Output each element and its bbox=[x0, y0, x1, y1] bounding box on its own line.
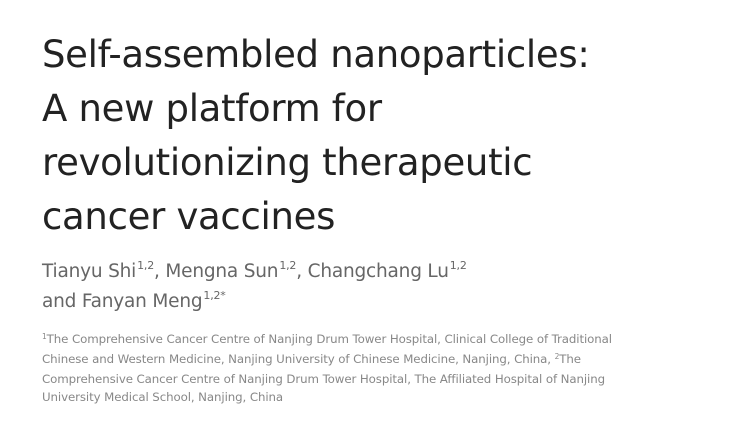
affiliation-line-3: Comprehensive Cancer Centre of Nanjing Drum Tower Hospital, The Affiliated Hospital of Nanjing bbox=[42, 372, 606, 386]
author-line-2 bbox=[42, 288, 722, 318]
affiliation-line-2 bbox=[42, 350, 732, 370]
affiliation-text: The Comprehensive Cancer Centre of Nanjing Drum Tower Hospital, Clinical College of Traditional bbox=[46, 332, 612, 346]
title-line-4: cancer vaccines bbox=[42, 195, 336, 238]
author-affiliation-marker: 1,2 bbox=[449, 259, 467, 272]
author-name[interactable]: , Mengna Sun bbox=[154, 261, 279, 282]
title-line-1: Self-assembled nanoparticles: bbox=[42, 33, 590, 76]
author-affiliation-marker: 1,2 bbox=[137, 259, 155, 272]
author-list bbox=[42, 258, 722, 318]
affiliation-marker: 2 bbox=[554, 352, 560, 361]
affiliation-line-4: University Medical School, Nanjing, China bbox=[42, 390, 284, 404]
title-line-3: revolutionizing therapeutic bbox=[42, 141, 533, 184]
author-name[interactable]: and Fanyan Meng bbox=[42, 291, 203, 312]
author-line-1 bbox=[42, 258, 722, 288]
title-line-2: A new platform for bbox=[42, 87, 382, 130]
affiliation-line-1 bbox=[42, 330, 732, 350]
affiliation-text: Chinese and Western Medicine, Nanjing University of Chinese Medicine, Nanjing, China, bbox=[42, 352, 555, 366]
article-title bbox=[42, 28, 722, 244]
affiliation-text: The bbox=[559, 352, 581, 366]
author-name[interactable]: , Changchang Lu bbox=[296, 261, 449, 282]
author-name[interactable]: Tianyu Shi bbox=[42, 261, 137, 282]
author-affiliation-marker: 1,2* bbox=[203, 289, 226, 302]
affiliations bbox=[42, 330, 732, 406]
author-affiliation-marker: 1,2 bbox=[279, 259, 297, 272]
affiliation-marker: 1 bbox=[42, 332, 47, 341]
